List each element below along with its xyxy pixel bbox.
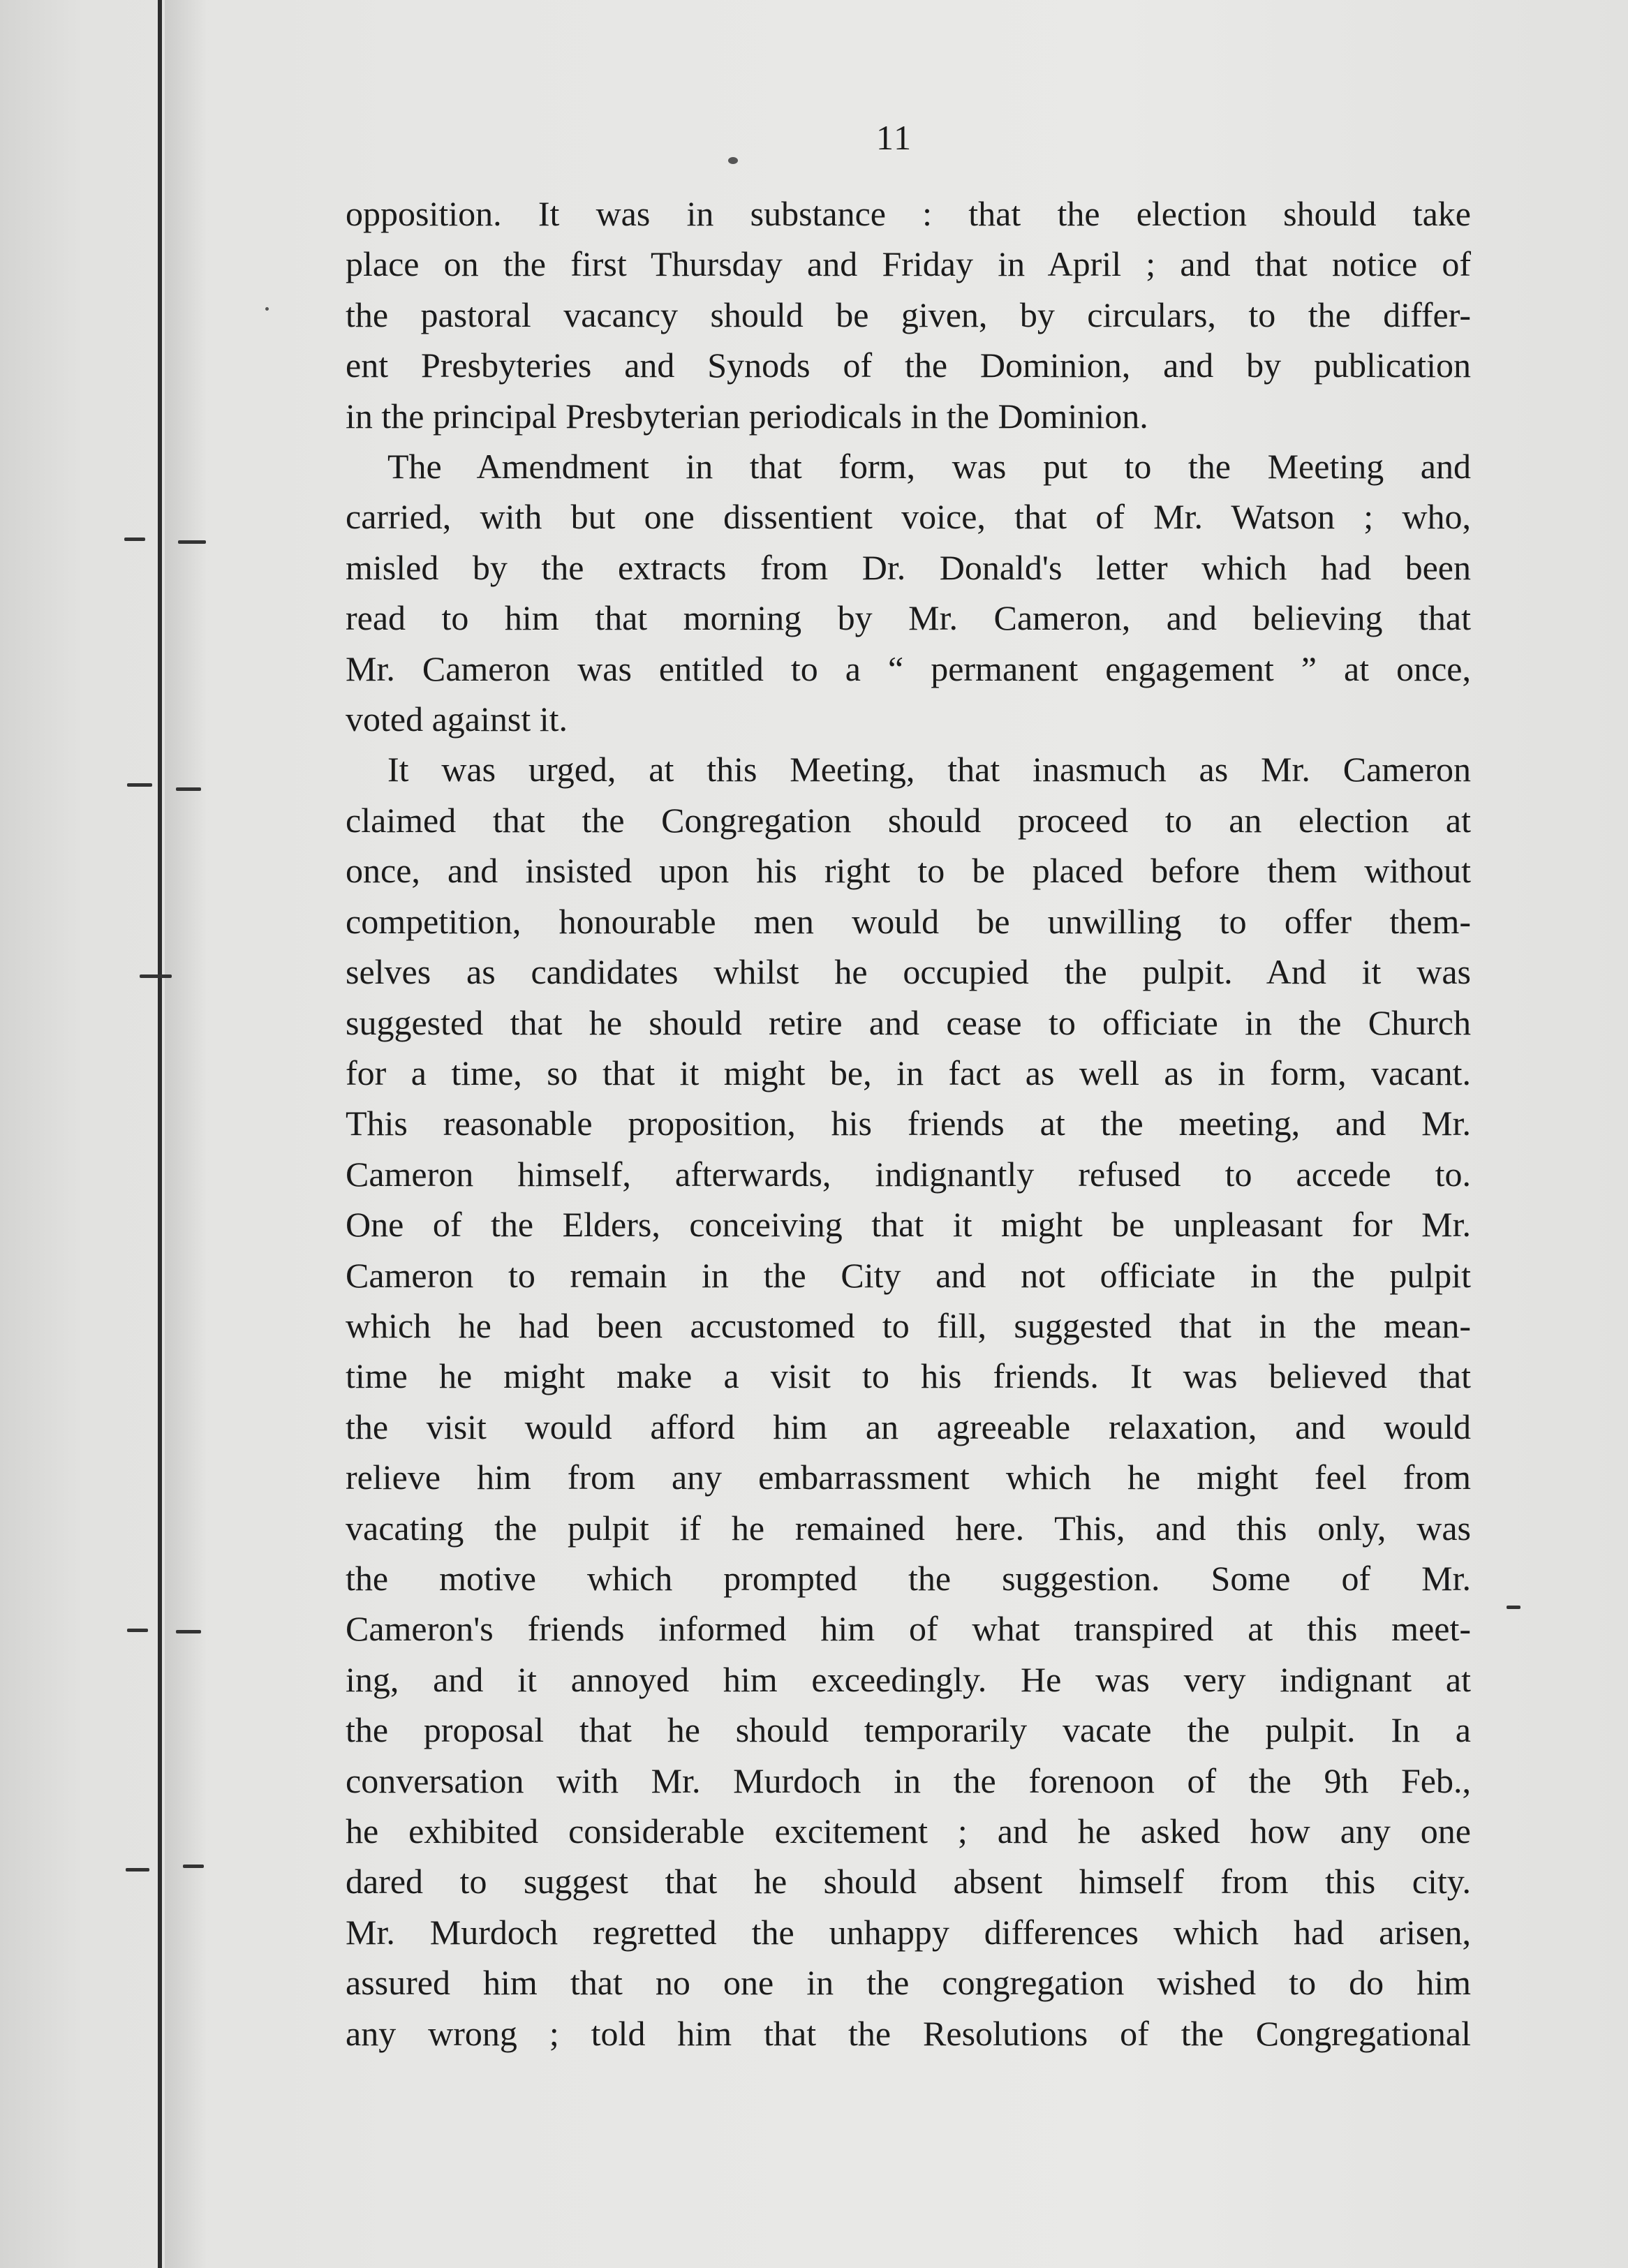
text-line: ent Presbyteries and Synods of the Dominion, and by publication [346, 346, 1471, 385]
margin-mark [183, 1865, 204, 1868]
margin-mark [124, 538, 145, 541]
text-line: conversation with Mr. Murdoch in the forenoon of the 9th Feb., [346, 1761, 1471, 1800]
text-line: read to him that morning by Mr. Cameron, and believing that [346, 598, 1471, 638]
text-line: Cameron to remain in the City and not officiate in the pulpit [346, 1255, 1471, 1295]
text-line: for a time, so that it might be, in fact as well as in form, vacant. [346, 1053, 1471, 1092]
margin-mark [140, 974, 172, 978]
dust-speck [265, 307, 269, 311]
text-line: place on the first Thursday and Friday in April ; and that notice of [346, 244, 1471, 284]
text-line: dared to suggest that he should absent himself from this city. [346, 1862, 1471, 1902]
binding-shadow [165, 0, 207, 2268]
margin-mark [126, 1868, 149, 1872]
text-line: which he had been accustomed to fill, suggested that in the mean- [346, 1305, 1471, 1345]
text-line: claimed that the Congregation should proceed to an election at [346, 800, 1471, 840]
text-line: Cameron's friends informed him of what transpired at this meet- [346, 1609, 1471, 1649]
text-line: misled by the extracts from Dr. Donald's letter which had been [346, 547, 1471, 587]
text-line: The Amendment in that form, was put to the Meeting and [387, 447, 1471, 487]
margin-mark [127, 783, 152, 787]
text-line: suggested that he should retire and cease to officiate in the Church [346, 1002, 1471, 1042]
text-line: the pastoral vacancy should be given, by circulars, to the differ- [346, 295, 1471, 334]
text-line: Mr. Murdoch regretted the unhappy differences which had arisen, [346, 1912, 1471, 1952]
margin-mark [1507, 1606, 1520, 1609]
text-line: in the principal Presbyterian periodicals in the Dominion. [346, 396, 1148, 436]
text-line: This reasonable proposition, his friends at the meeting, and Mr. [346, 1104, 1471, 1143]
text-line: Mr. Cameron was entitled to a “ permanent engagement ” at once, [346, 648, 1471, 688]
text-line: voted against it. [346, 699, 568, 739]
body-text [346, 188, 1471, 2059]
text-line: time he might make a visit to his friends. It was believed that [346, 1356, 1471, 1396]
margin-mark [176, 787, 201, 791]
text-line: Cameron himself, afterwards, indignantly refused to accede to. [346, 1154, 1471, 1194]
text-line: One of the Elders, conceiving that it might be unpleasant for Mr. [346, 1205, 1471, 1245]
text-line: he exhibited considerable excitement ; and he asked how any one [346, 1811, 1471, 1851]
text-line: the proposal that he should temporarily vacate the pulpit. In a [346, 1710, 1471, 1750]
dust-speck [728, 157, 738, 164]
text-line: competition, honourable men would be unwilling to offer them- [346, 901, 1471, 941]
margin-mark [176, 1630, 201, 1633]
text-line: It was urged, at this Meeting, that inasmuch as Mr. Cameron [387, 750, 1471, 790]
text-line: vacating the pulpit if he remained here. This, and this only, was [346, 1508, 1471, 1548]
text-line: any wrong ; told him that the Resolutions of the Congregational [346, 2013, 1471, 2053]
binding-edge [158, 0, 162, 2268]
text-line: once, and insisted upon his right to be placed before them without [346, 851, 1471, 891]
text-line: the motive which prompted the suggestion. Some of Mr. [346, 1558, 1471, 1598]
page-number: 11 [876, 118, 913, 157]
text-line: carried, with but one dissentient voice, that of Mr. Watson ; who, [346, 497, 1471, 537]
text-line: selves as candidates whilst he occupied the pulpit. And it was [346, 952, 1471, 992]
text-line: assured him that no one in the congregation wished to do him [346, 1963, 1471, 2003]
margin-mark [178, 540, 206, 544]
text-line: opposition. It was in substance : that the election should take [346, 194, 1471, 233]
text-line: ing, and it annoyed him exceedingly. He was very indignant at [346, 1659, 1471, 1699]
text-line: the visit would afford him an agreeable relaxation, and would [346, 1407, 1471, 1446]
text-line: relieve him from any embarrassment which he might feel from [346, 1458, 1471, 1497]
margin-mark [127, 1629, 148, 1632]
